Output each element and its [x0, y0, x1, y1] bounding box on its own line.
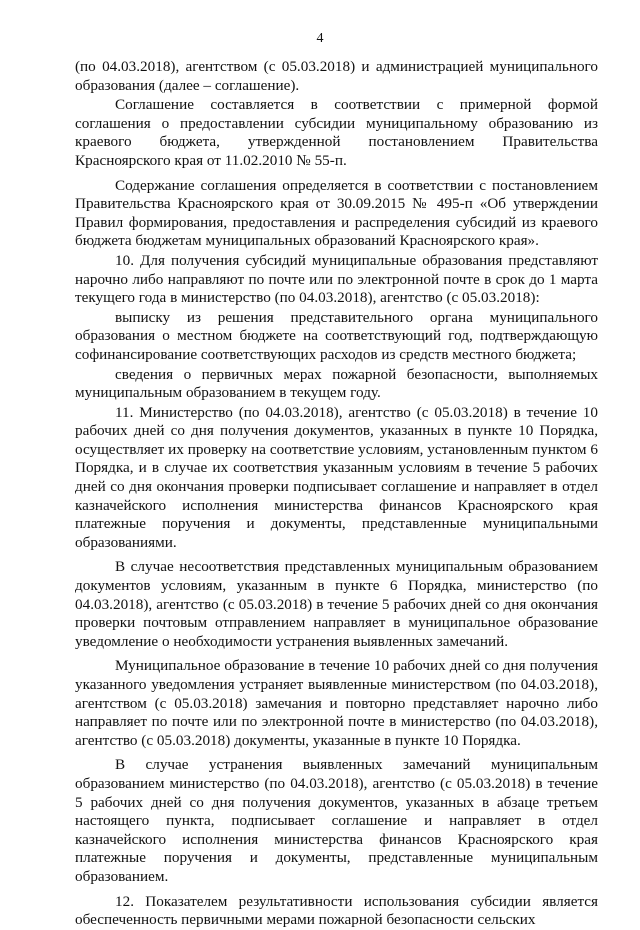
paragraph: сведения о первичных мерах пожарной безопасности, выполняемых муниципальным образованием в текущем году. [75, 365, 598, 402]
paragraph: (по 04.03.2018), агентством (с 05.03.2018) и администрацией муниципального образования (далее – соглашение). [75, 58, 598, 94]
paragraph: Муниципальное образование в течение 10 рабочих дней со дня получения указанного уведомления устраняет выявленные министерством (по 04.03.2018), агентством (с 05.03.2018) замечания и повторно представляет нарочно либо направляет по почте или по электронной почте в министерство (по 04.03.2018), агентство (с 05.03.2018) документы, указанные в пункте 10 Порядка. [75, 657, 598, 749]
paragraph: Соглашение составляется в соответствии с примерной формой соглашения о предоставлении субсидии муниципальному образованию из краевого бюджета, утвержденной постановлением Правительства Красноярского края от 11.02.2010 № 55-п. [75, 96, 598, 169]
paragraph: 10. Для получения субсидий муниципальные образования представляют нарочно либо направляют по почте или по электронной почте в срок до 1 марта текущего года в министерство (по 04.03.2018), агентство (с 05.03.2018): [75, 251, 598, 307]
paragraph: 11. Министерство (по 04.03.2018), агентство (с 05.03.2018) в течение 10 рабочих дней со дня получения документов, указанных в пункте 10 Порядка, осуществляет их проверку на соответствие условиям, установленным пунктом 6 Порядка, и в случае их соответствия указанным условиям в течение 5 рабочих дней со дня окончания проверки подписывает соглашение и направляет в отдел казначейского исполнения министерства финансов Красноярского края платежные поручения и документы, представленные муниципальными образованиями. [75, 403, 598, 551]
paragraph: 12. Показателем результативности использования субсидии является обеспеченность первичными мерами пожарной безопасности сельских [75, 892, 598, 929]
paragraph: В случае несоответствия представленных муниципальным образованием документов условиям, указанным в пункте 6 Порядка, министерство (по 04.03.2018), агентство (с 05.03.2018) в течение 5 рабочих дней со дня окончания проверки почтовым отправлением направляет в муниципальное образование уведомление о необходимости устранения выявленных замечаний. [75, 558, 598, 650]
document-body [75, 58, 598, 930]
page-number: 4 [316, 31, 324, 46]
paragraph: выписку из решения представительного органа муниципального образования о местном бюджете на соответствующий год, подтверждающую софинансирование соответствующих расходов из средств местного бюджета; [75, 308, 598, 363]
paragraph: Содержание соглашения определяется в соответствии с постановлением Правительства Красноярского края от 30.09.2015 № 495-п «Об утверждении Правил формирования, предоставления и распределения субсидий из краевого бюджета бюджетам муниципальных образований Красноярского края». [75, 176, 598, 250]
paragraph: В случае устранения выявленных замечаний муниципальным образованием министерство (по 04.03.2018), агентство (с 05.03.2018) в течение 5 рабочих дней со дня получения документов, указанных в абзаце третьем настоящего пункта, подписывает соглашение и направляет в отдел казначейского исполнения министерства финансов Красноярского края платежные поручения и документы, представленные муниципальным образованием. [75, 756, 598, 885]
